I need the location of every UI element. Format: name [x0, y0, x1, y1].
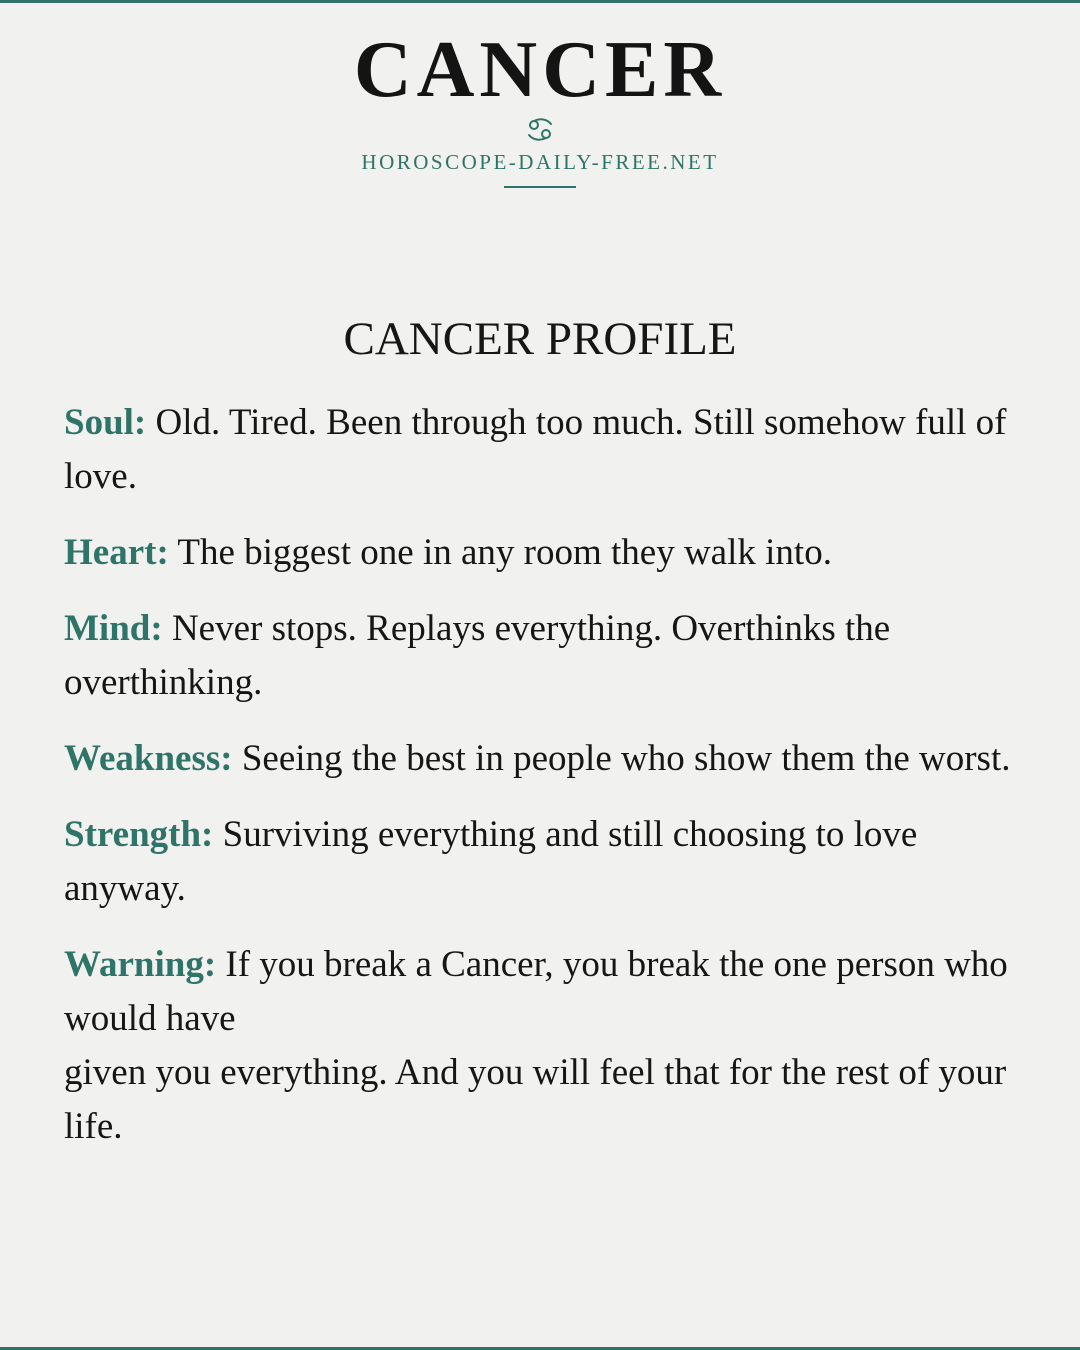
trait-strength — [64, 808, 1024, 916]
trait-mind — [64, 602, 1024, 710]
trait-warning — [64, 938, 1024, 1154]
trait-label: Soul: — [64, 402, 147, 443]
profile-heading: CANCER PROFILE — [343, 313, 737, 365]
trait-label: Weakness: — [64, 738, 233, 779]
trait-text: If you break a Cancer, you break the one person who would have — [64, 944, 1008, 1039]
trait-label: Strength: — [64, 814, 214, 855]
trait-text: The biggest one in any room they walk into. — [177, 532, 832, 573]
trait-weakness — [64, 732, 1024, 786]
trait-label: Mind: — [64, 608, 163, 649]
top-border — [0, 0, 1080, 3]
header-divider — [504, 186, 576, 188]
trait-label: Heart: — [64, 532, 169, 573]
trait-heart — [64, 526, 1024, 580]
site-name: HOROSCOPE-DAILY-FREE.NET — [361, 150, 719, 174]
cancer-zodiac-icon — [525, 116, 555, 144]
trait-text: Seeing the best in people who show them the worst. — [241, 738, 1011, 779]
trait-text-continued: given you everything. And you will feel that for the rest of your life. — [64, 1052, 1007, 1147]
trait-soul — [64, 396, 1024, 504]
header — [0, 28, 1080, 188]
trait-text: Old. Tired. Been through too much. Still somehow full of love. — [64, 402, 1007, 497]
trait-label: Warning: — [64, 944, 217, 985]
trait-text: Surviving everything and still choosing to love anyway. — [64, 814, 918, 909]
trait-list — [64, 396, 1024, 1176]
sign-title: CANCER — [353, 26, 727, 114]
trait-text: Never stops. Replays everything. Overthinks the overthinking. — [64, 608, 891, 703]
